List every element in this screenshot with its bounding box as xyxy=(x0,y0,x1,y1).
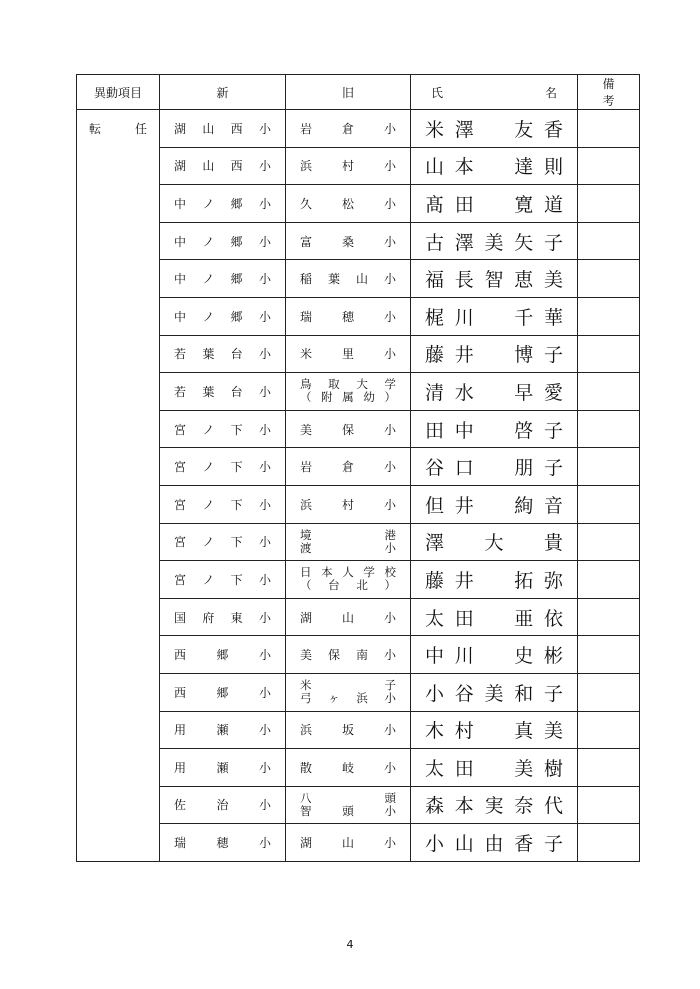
new-school-cell: 国府東小 xyxy=(160,598,286,636)
new-school-cell: 宮ノ下小 xyxy=(160,485,286,523)
old-school-line1: 米 子 xyxy=(300,678,396,693)
table-row xyxy=(77,335,640,373)
table-row xyxy=(77,147,640,185)
staff-name-cell: 米澤 友香 xyxy=(411,110,578,148)
category-cell: 転 任 xyxy=(77,110,160,862)
new-school-cell: 中ノ郷小 xyxy=(160,297,286,335)
remarks-cell xyxy=(578,824,640,862)
old-school-cell xyxy=(286,598,411,636)
new-school-cell: 若葉台小 xyxy=(160,373,286,411)
old-school-line1: 米里小 xyxy=(300,347,396,362)
header-new: 新 xyxy=(160,75,286,110)
remarks-cell xyxy=(578,673,640,711)
table-row xyxy=(77,673,640,711)
old-school-cell xyxy=(286,485,411,523)
table-row xyxy=(77,598,640,636)
old-school-cell xyxy=(286,185,411,223)
staff-name-cell: 太田 美樹 xyxy=(411,749,578,787)
remarks-cell xyxy=(578,373,640,411)
remarks-cell xyxy=(578,410,640,448)
remarks-cell xyxy=(578,260,640,298)
old-school-cell xyxy=(286,110,411,148)
old-school-line1: 湖山小 xyxy=(300,836,396,851)
table-body xyxy=(77,110,640,862)
old-school-line1: 日本人学校 xyxy=(300,565,396,580)
staff-name-cell: 森本実奈代 xyxy=(411,786,578,824)
old-school-line1: 浜坂小 xyxy=(300,723,396,738)
staff-name-cell: 梶川 千華 xyxy=(411,297,578,335)
old-school-cell xyxy=(286,260,411,298)
old-school-line1: 湖山小 xyxy=(300,610,396,625)
old-school-line1: 鳥取大学 xyxy=(300,377,396,392)
old-school-line2: 弓ヶ浜小 xyxy=(300,691,396,706)
new-school-cell: 用瀬小 xyxy=(160,711,286,749)
old-school-cell xyxy=(286,373,411,411)
staff-name-cell: 澤 大 貴 xyxy=(411,523,578,561)
old-school-line2: 渡 小 xyxy=(300,540,396,555)
old-school-line1: 美保小 xyxy=(300,422,396,437)
table-row xyxy=(77,749,640,787)
staff-name-cell: 清水 早愛 xyxy=(411,373,578,411)
old-school-line1: 浜村小 xyxy=(300,159,396,174)
remarks-cell xyxy=(578,185,640,223)
old-school-cell xyxy=(286,749,411,787)
old-school-cell xyxy=(286,673,411,711)
new-school-cell: 用瀬小 xyxy=(160,749,286,787)
old-school-cell xyxy=(286,297,411,335)
new-school-cell: 若葉台小 xyxy=(160,335,286,373)
remarks-cell xyxy=(578,222,640,260)
old-school-cell xyxy=(286,410,411,448)
staff-name-cell: 田中 啓子 xyxy=(411,410,578,448)
remarks-cell xyxy=(578,561,640,599)
old-school-line2: （台北） xyxy=(300,578,396,593)
old-school-line1: 岩倉小 xyxy=(300,460,396,475)
old-school-line1: 瑞穂小 xyxy=(300,309,396,324)
remarks-cell xyxy=(578,110,640,148)
old-school-cell xyxy=(286,448,411,486)
old-school-line1: 八 頭 xyxy=(300,790,396,805)
new-school-cell: 中ノ郷小 xyxy=(160,222,286,260)
remarks-cell xyxy=(578,147,640,185)
header-old: 旧 xyxy=(286,75,411,110)
table-row xyxy=(77,110,640,148)
remarks-cell xyxy=(578,523,640,561)
new-school-cell: 宮ノ下小 xyxy=(160,410,286,448)
staff-name-cell: 太田 亜依 xyxy=(411,598,578,636)
table-row xyxy=(77,523,640,561)
table-row xyxy=(77,297,640,335)
old-school-cell xyxy=(286,335,411,373)
personnel-table xyxy=(76,74,640,862)
old-school-line1: 稲葉山小 xyxy=(300,272,396,287)
old-school-line1: 久松小 xyxy=(300,196,396,211)
table-row xyxy=(77,824,640,862)
remarks-cell xyxy=(578,448,640,486)
old-school-cell xyxy=(286,824,411,862)
remarks-cell xyxy=(578,636,640,674)
staff-name-cell: 谷口 朋子 xyxy=(411,448,578,486)
header-category: 異動項目 xyxy=(77,75,160,110)
old-school-line1: 富桑小 xyxy=(300,234,396,249)
new-school-cell: 西郷小 xyxy=(160,636,286,674)
table-row xyxy=(77,636,640,674)
old-school-cell xyxy=(286,786,411,824)
staff-name-cell: 福長智恵美 xyxy=(411,260,578,298)
old-school-cell xyxy=(286,561,411,599)
header-remarks: 備 考 xyxy=(578,75,640,110)
table-row xyxy=(77,561,640,599)
staff-name-cell: 藤井 博子 xyxy=(411,335,578,373)
new-school-cell: 宮ノ下小 xyxy=(160,448,286,486)
table-row xyxy=(77,711,640,749)
staff-name-cell: 小谷美和子 xyxy=(411,673,578,711)
old-school-cell xyxy=(286,222,411,260)
old-school-line2: （附属幼） xyxy=(300,390,396,405)
new-school-cell: 宮ノ下小 xyxy=(160,561,286,599)
old-school-line1: 散岐小 xyxy=(300,760,396,775)
table-row xyxy=(77,786,640,824)
staff-name-cell: 小山由香子 xyxy=(411,824,578,862)
old-school-cell xyxy=(286,147,411,185)
remarks-cell xyxy=(578,749,640,787)
old-school-line1: 美保南小 xyxy=(300,648,396,663)
staff-name-cell: 古澤美矢子 xyxy=(411,222,578,260)
old-school-line1: 岩倉小 xyxy=(300,121,396,136)
remarks-cell xyxy=(578,485,640,523)
table-row xyxy=(77,185,640,223)
old-school-line1: 境 港 xyxy=(300,527,396,542)
old-school-line2: 智頭小 xyxy=(300,803,396,818)
old-school-cell xyxy=(286,711,411,749)
old-school-cell xyxy=(286,636,411,674)
staff-name-cell: 但井 絢音 xyxy=(411,485,578,523)
table-row xyxy=(77,485,640,523)
table-row xyxy=(77,373,640,411)
table-row xyxy=(77,260,640,298)
remarks-cell xyxy=(578,786,640,824)
old-school-line1: 浜村小 xyxy=(300,497,396,512)
remarks-cell xyxy=(578,598,640,636)
header-name: 氏 名 xyxy=(411,75,578,110)
page-number: 4 xyxy=(346,938,354,951)
new-school-cell: 湖山西小 xyxy=(160,147,286,185)
staff-name-cell: 木村 真美 xyxy=(411,711,578,749)
table-row xyxy=(77,410,640,448)
remarks-cell xyxy=(578,711,640,749)
new-school-cell: 佐治小 xyxy=(160,786,286,824)
new-school-cell: 西郷小 xyxy=(160,673,286,711)
staff-name-cell: 藤井 拓弥 xyxy=(411,561,578,599)
staff-name-cell: 山本 達則 xyxy=(411,147,578,185)
new-school-cell: 中ノ郷小 xyxy=(160,260,286,298)
remarks-cell xyxy=(578,335,640,373)
staff-name-cell: 中川 史彬 xyxy=(411,636,578,674)
new-school-cell: 宮ノ下小 xyxy=(160,523,286,561)
new-school-cell: 中ノ郷小 xyxy=(160,185,286,223)
new-school-cell: 湖山西小 xyxy=(160,110,286,148)
old-school-cell xyxy=(286,523,411,561)
remarks-cell xyxy=(578,297,640,335)
table-row xyxy=(77,222,640,260)
staff-name-cell: 髙田 寛道 xyxy=(411,185,578,223)
header-row xyxy=(77,75,640,110)
table-row xyxy=(77,448,640,486)
new-school-cell: 瑞穂小 xyxy=(160,824,286,862)
